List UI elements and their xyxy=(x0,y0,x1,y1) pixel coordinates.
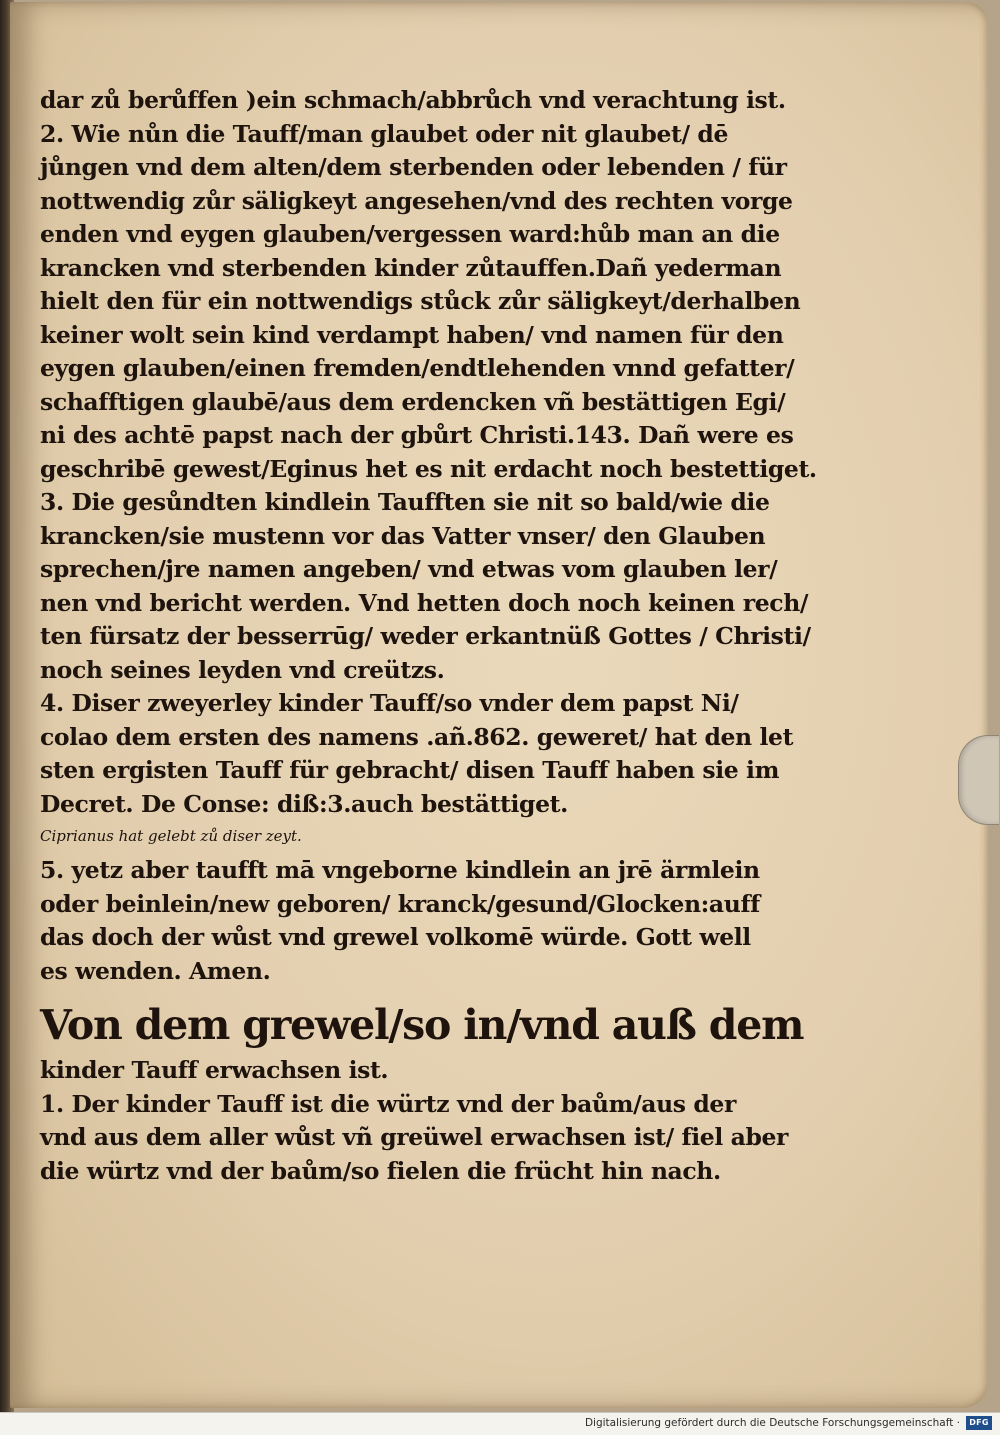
text-line: es wenden. Amen. xyxy=(40,956,271,985)
text-line: vnd aus dem aller wůst vñ greüwel erwachsen ist/ fiel aber xyxy=(40,1123,789,1151)
text-line: nottwendig zůr säligkeyt angesehen/vnd des rechten vorge xyxy=(40,186,793,215)
text-line: 4. Diser zweyerley kinder Tauff/so vnder dem papst Ni/ xyxy=(40,689,739,717)
text-line: 2. Wie nůn die Tauff/man glaubet oder nit glaubet/ dē xyxy=(40,119,729,148)
text-line: jůngen vnd dem alten/dem sterbenden oder lebenden / für xyxy=(40,153,787,181)
text-line: hielt den für ein nottwendigs stůck zůr säligkeyt/derhalben xyxy=(40,287,801,315)
text-line: eygen glauben/einen fremden/endtlehenden vnnd gefatter/ xyxy=(40,354,795,382)
text-line: enden vnd eygen glauben/vergessen ward:hůb man an die xyxy=(40,220,780,248)
text-line: 1. Der kinder Tauff ist die würtz vnd der baům/aus der xyxy=(40,1089,736,1118)
dfg-logo: DFG xyxy=(966,1416,992,1430)
text-line: noch seines leyden vnd creützs. xyxy=(40,655,445,684)
text-block-2 xyxy=(40,854,765,988)
text-line: sprechen/jre namen angeben/ vnd etwas vom glauben ler/ xyxy=(40,555,778,583)
footer-bar xyxy=(0,1412,1000,1435)
text-line: krancken/sie mustenn vor das Vatter vnser/ den Glauben xyxy=(40,521,766,550)
text-line: sten ergisten Tauff für gebracht/ disen Tauff haben sie im xyxy=(40,756,780,784)
text-line: krancken vnd sterbenden kinder zůtauffen.Dañ yederman xyxy=(40,253,782,282)
text-line: colao dem ersten des namens .añ.862. geweret/ hat den let xyxy=(40,722,794,751)
page-edge-tab xyxy=(958,735,999,825)
text-line: schafftigen glaubē/aus dem erdencken vñ bestättigen Egi/ xyxy=(40,387,786,416)
funding-credit: Digitalisierung gefördert durch die Deutsche Forschungsgemeinschaft · xyxy=(584,1417,960,1429)
page-text xyxy=(40,84,817,1188)
text-line: 3. Die gesůndten kindlein Taufften sie nit so bald/wie die xyxy=(40,488,770,516)
text-line: oder beinlein/new geboren/ kranck/gesund/Glocken:auff xyxy=(40,889,760,918)
text-line: 5. yetz aber taufft mā vngeborne kindlein an jrē ärmlein xyxy=(40,856,760,884)
text-line: dar zů berůffen )ein schmach/abbrůch vnd verachtung ist. xyxy=(40,86,786,114)
text-line: geschribē gewest/Eginus het es nit erdacht noch bestettiget. xyxy=(40,454,817,483)
marginal-note: Ciprianus hat gelebt zů diser zeyt. xyxy=(40,827,302,845)
text-line: kinder Tauff erwachsen ist. xyxy=(40,1056,389,1084)
text-block-3 xyxy=(40,1054,789,1188)
text-line: das doch der wůst vnd grewel volkomē würde. Gott well xyxy=(40,923,751,951)
text-line: ni des achtē papst nach der gbůrt Christi.143. Dañ were es xyxy=(40,421,794,449)
text-line: die würtz vnd der baům/so fielen die frücht hin nach. xyxy=(40,1156,721,1185)
text-line: nen vnd bericht werden. Vnd hetten doch noch keinen rech/ xyxy=(40,588,809,617)
text-block-1 xyxy=(40,84,817,821)
section-heading: Von dem grewel/so in/vnd auß dem xyxy=(40,1001,804,1049)
text-line: keiner wolt sein kind verdampt haben/ vnd namen für den xyxy=(40,320,784,349)
text-line: Decret. De Conse: diß:3.auch bestättiget. xyxy=(40,789,568,818)
text-line: ten fürsatz der besserrūg/ weder erkantnüß Gottes / Christi/ xyxy=(40,622,811,650)
